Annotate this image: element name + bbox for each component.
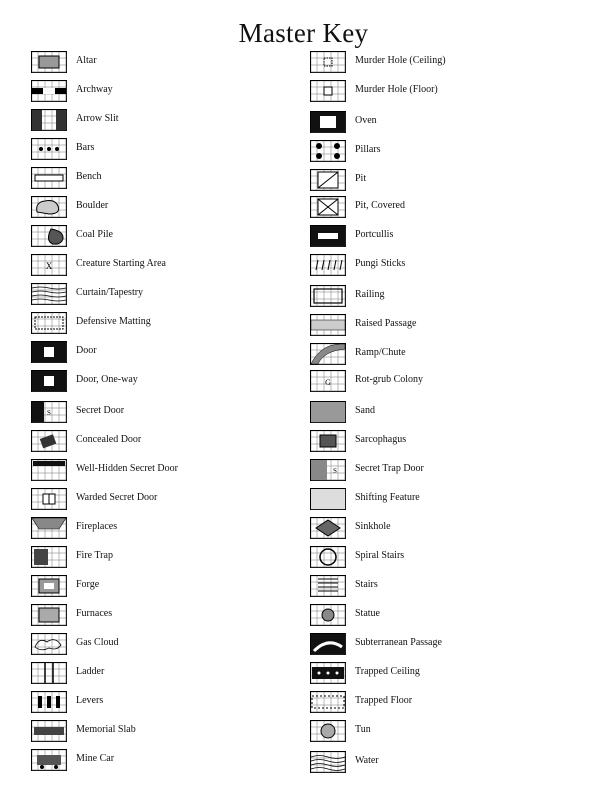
key-entry (31, 341, 311, 363)
key-entry (31, 138, 311, 160)
key-entry (310, 254, 590, 276)
key-entry-label: Railing (355, 289, 385, 300)
subterranean-passage-icon (310, 633, 346, 655)
key-entry (31, 575, 311, 597)
trapped-floor-icon (310, 691, 346, 713)
key-entry (31, 109, 311, 131)
murder-hole-ceiling-icon (310, 51, 346, 73)
portcullis-icon (310, 225, 346, 247)
key-entry-label: Well-Hidden Secret Door (76, 463, 178, 474)
key-entry-label: Rot-grub Colony (355, 374, 424, 385)
key-entry-label: Sarcophagus (355, 434, 407, 445)
memorial-slab-icon (31, 720, 67, 742)
key-entry-label: Pillars (355, 144, 381, 155)
fire-trap-icon (31, 546, 67, 568)
key-entry (31, 691, 311, 713)
key-entry-label: Statue (355, 608, 380, 619)
key-entry-label: Raised Passage (355, 318, 417, 329)
key-entry-label: Coal Pile (76, 229, 113, 240)
sarcophagus-icon (310, 430, 346, 452)
key-entry (310, 459, 590, 481)
key-entry-label: Ladder (76, 666, 105, 677)
altar-icon (31, 51, 67, 73)
key-entry (31, 430, 311, 452)
key-entry-label: Water (355, 755, 379, 766)
key-entry (31, 225, 311, 247)
key-entry-label: Door, One-way (76, 374, 138, 385)
pillars-icon (310, 140, 346, 162)
key-entry (31, 517, 311, 539)
covered-pit-icon (310, 196, 346, 218)
water-icon (310, 751, 346, 773)
key-entry (310, 314, 590, 336)
key-entry (310, 604, 590, 626)
key-entry-label: Levers (76, 695, 104, 706)
key-entry-label: Murder Hole (Ceiling) (355, 55, 446, 66)
key-entry-label: Subterranean Passage (355, 637, 442, 648)
key-entry (31, 80, 311, 102)
key-entry (310, 575, 590, 597)
key-entry-label: Trapped Floor (355, 695, 413, 706)
key-entry-label: Warded Secret Door (76, 492, 158, 503)
svg-text:S: S (47, 409, 51, 417)
key-entry-label: Tun (355, 724, 371, 735)
key-entry (310, 51, 590, 73)
tun-icon (310, 720, 346, 742)
key-entry-label: Stairs (355, 579, 378, 590)
svg-text:X: X (45, 261, 53, 271)
ladder-icon (31, 662, 67, 684)
boulder-icon (31, 196, 67, 218)
key-entry-label: Bench (76, 171, 102, 182)
pungi-sticks-icon (310, 254, 346, 276)
svg-text:G: G (325, 378, 331, 387)
key-entry-label: Mine Car (76, 753, 115, 764)
key-entry-label: Altar (76, 55, 97, 66)
arrow-slit-icon (31, 109, 67, 131)
key-entry (31, 633, 311, 655)
coal-pile-icon (31, 225, 67, 247)
key-entry-label: Creature Starting Area (76, 258, 166, 269)
key-entry (31, 459, 311, 481)
key-entry-label: Curtain/Tapestry (76, 287, 144, 298)
key-entry (310, 517, 590, 539)
archway-icon (31, 80, 67, 102)
curtain-icon (31, 283, 67, 305)
key-entry (310, 430, 590, 452)
concealed-door-icon (31, 430, 67, 452)
key-entry-label: Fireplaces (76, 521, 118, 532)
key-entry-label: Portcullis (355, 229, 394, 240)
statue-icon (310, 604, 346, 626)
key-entry (31, 401, 311, 423)
key-entry-label: Murder Hole (Floor) (355, 84, 438, 95)
bars-icon (31, 138, 67, 160)
key-entry (31, 749, 311, 771)
creature-start-icon (31, 254, 67, 276)
levers-icon (31, 691, 67, 713)
key-entry-label: Sinkhole (355, 521, 391, 532)
trapped-ceiling-icon (310, 662, 346, 684)
key-entry-label: Arrow Slit (76, 113, 119, 124)
svg-text:S: S (333, 467, 337, 475)
key-entry (31, 283, 311, 305)
key-entry-label: Secret Door (76, 405, 125, 416)
key-entry-label: Door (76, 345, 97, 356)
page-title: Master Key (238, 18, 369, 49)
key-entry-label: Pit (355, 173, 367, 184)
key-entry (31, 370, 311, 392)
gas-cloud-icon (31, 633, 67, 655)
key-entry (310, 225, 590, 247)
key-entry (31, 196, 311, 218)
key-entry-label: Spiral Stairs (355, 550, 405, 561)
sand-icon (310, 401, 346, 423)
key-entry (31, 51, 311, 73)
door-icon (31, 341, 67, 363)
warded-door-icon (31, 488, 67, 510)
key-entry (31, 720, 311, 742)
key-entry (310, 401, 590, 423)
fireplace-icon (31, 517, 67, 539)
secret-door-icon (31, 401, 67, 423)
key-entry (31, 546, 311, 568)
bench-icon (31, 167, 67, 189)
key-entry (310, 488, 590, 510)
key-entry-label: Forge (76, 579, 100, 590)
key-entry (310, 662, 590, 684)
defensive-matting-icon (31, 312, 67, 334)
key-entry (31, 312, 311, 334)
key-entry-label: Shifting Feature (355, 492, 420, 503)
key-entry (310, 140, 590, 162)
key-entry (31, 167, 311, 189)
one-way-door-icon (31, 370, 67, 392)
raised-passage-icon (310, 314, 346, 336)
key-entry-label: Secret Trap Door (355, 463, 424, 474)
key-entry-label: Ramp/Chute (355, 347, 406, 358)
key-entry (31, 254, 311, 276)
key-entry-label: Bars (76, 142, 95, 153)
oven-icon (310, 111, 346, 133)
forge-icon (31, 575, 67, 597)
key-entry-label: Sand (355, 405, 375, 416)
shifting-feature-icon (310, 488, 346, 510)
secret-trap-door-icon (310, 459, 346, 481)
key-entry-label: Boulder (76, 200, 109, 211)
key-entry-label: Archway (76, 84, 113, 95)
ramp-chute-icon (310, 343, 346, 365)
key-entry (31, 604, 311, 626)
railing-icon (310, 285, 346, 307)
pit-icon (310, 169, 346, 191)
key-entry-label: Trapped Ceiling (355, 666, 420, 677)
key-entry-label: Furnaces (76, 608, 113, 619)
mine-car-icon (31, 749, 67, 771)
key-entry-label: Pungi Sticks (355, 258, 406, 269)
key-entry (310, 169, 590, 191)
key-entry (310, 196, 590, 218)
key-entry (31, 662, 311, 684)
key-entry-label: Concealed Door (76, 434, 142, 445)
key-entry (310, 691, 590, 713)
key-entry (310, 111, 590, 133)
key-entry (310, 546, 590, 568)
key-entry (310, 633, 590, 655)
key-entry-label: Memorial Slab (76, 724, 136, 735)
key-entry-label: Fire Trap (76, 550, 113, 561)
key-entry-label: Gas Cloud (76, 637, 119, 648)
spiral-stairs-icon (310, 546, 346, 568)
key-entry (310, 285, 590, 307)
key-entry-label: Pit, Covered (355, 200, 405, 211)
key-entry (31, 488, 311, 510)
key-entry (310, 751, 590, 773)
key-entry (310, 720, 590, 742)
sinkhole-icon (310, 517, 346, 539)
stairs-icon (310, 575, 346, 597)
rot-grub-icon (310, 370, 346, 392)
key-entry (310, 343, 590, 365)
key-entry-label: Defensive Matting (76, 316, 151, 327)
key-entry-label: Oven (355, 115, 377, 126)
furnace-icon (31, 604, 67, 626)
murder-hole-floor-icon (310, 80, 346, 102)
key-entry (310, 80, 590, 102)
key-entry (310, 370, 590, 392)
well-hidden-door-icon (31, 459, 67, 481)
